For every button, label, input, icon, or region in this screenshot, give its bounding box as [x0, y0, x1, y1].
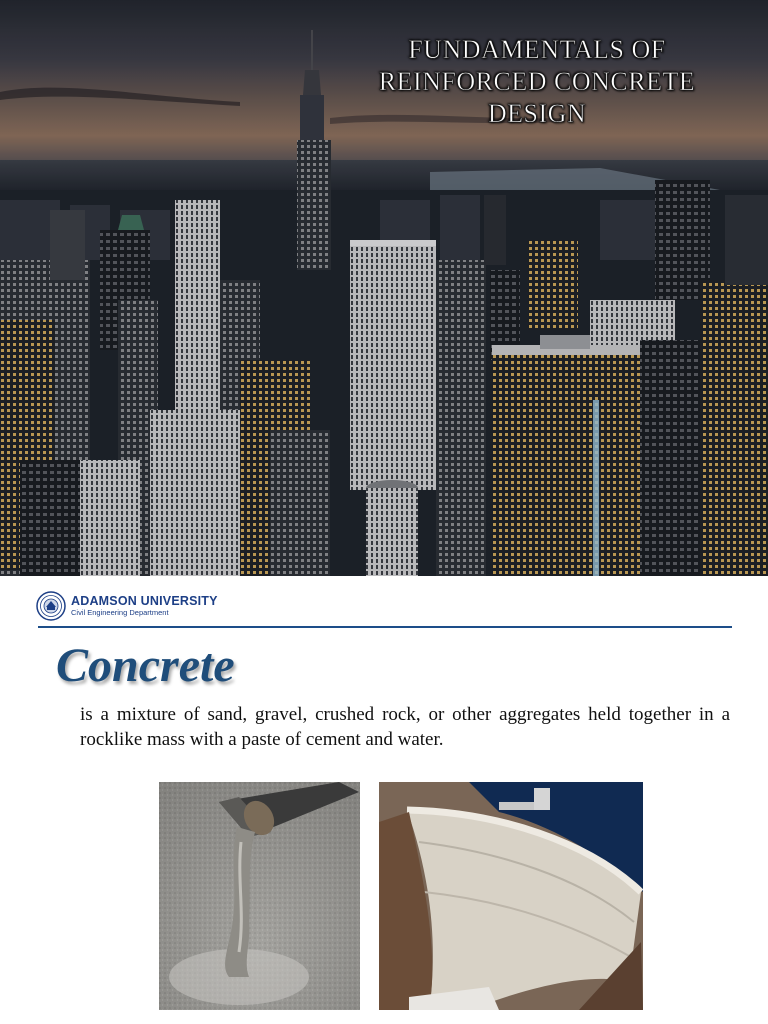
department-name: Civil Engineering Department [71, 608, 169, 617]
university-logo [36, 590, 218, 622]
definition-text: is a mixture of sand, gravel, crushed rock, or other aggregates held together in a rocklike mass with a paste of cement and water. [80, 704, 730, 750]
concrete-slide [0, 576, 768, 1024]
header-divider [38, 626, 732, 628]
university-seal-icon [36, 591, 66, 621]
slide-heading: Concrete [56, 639, 235, 692]
title-line-1: FUNDAMENTALS OF [408, 35, 666, 64]
title-line-3: DESIGN [487, 99, 587, 128]
dam-photo [379, 782, 643, 1010]
university-name: ADAMSON UNIVERSITY [71, 594, 218, 608]
slide-title [320, 34, 754, 130]
title-line-2: REINFORCED CONCRETE [378, 67, 696, 96]
concrete-pour-photo [159, 782, 360, 1010]
